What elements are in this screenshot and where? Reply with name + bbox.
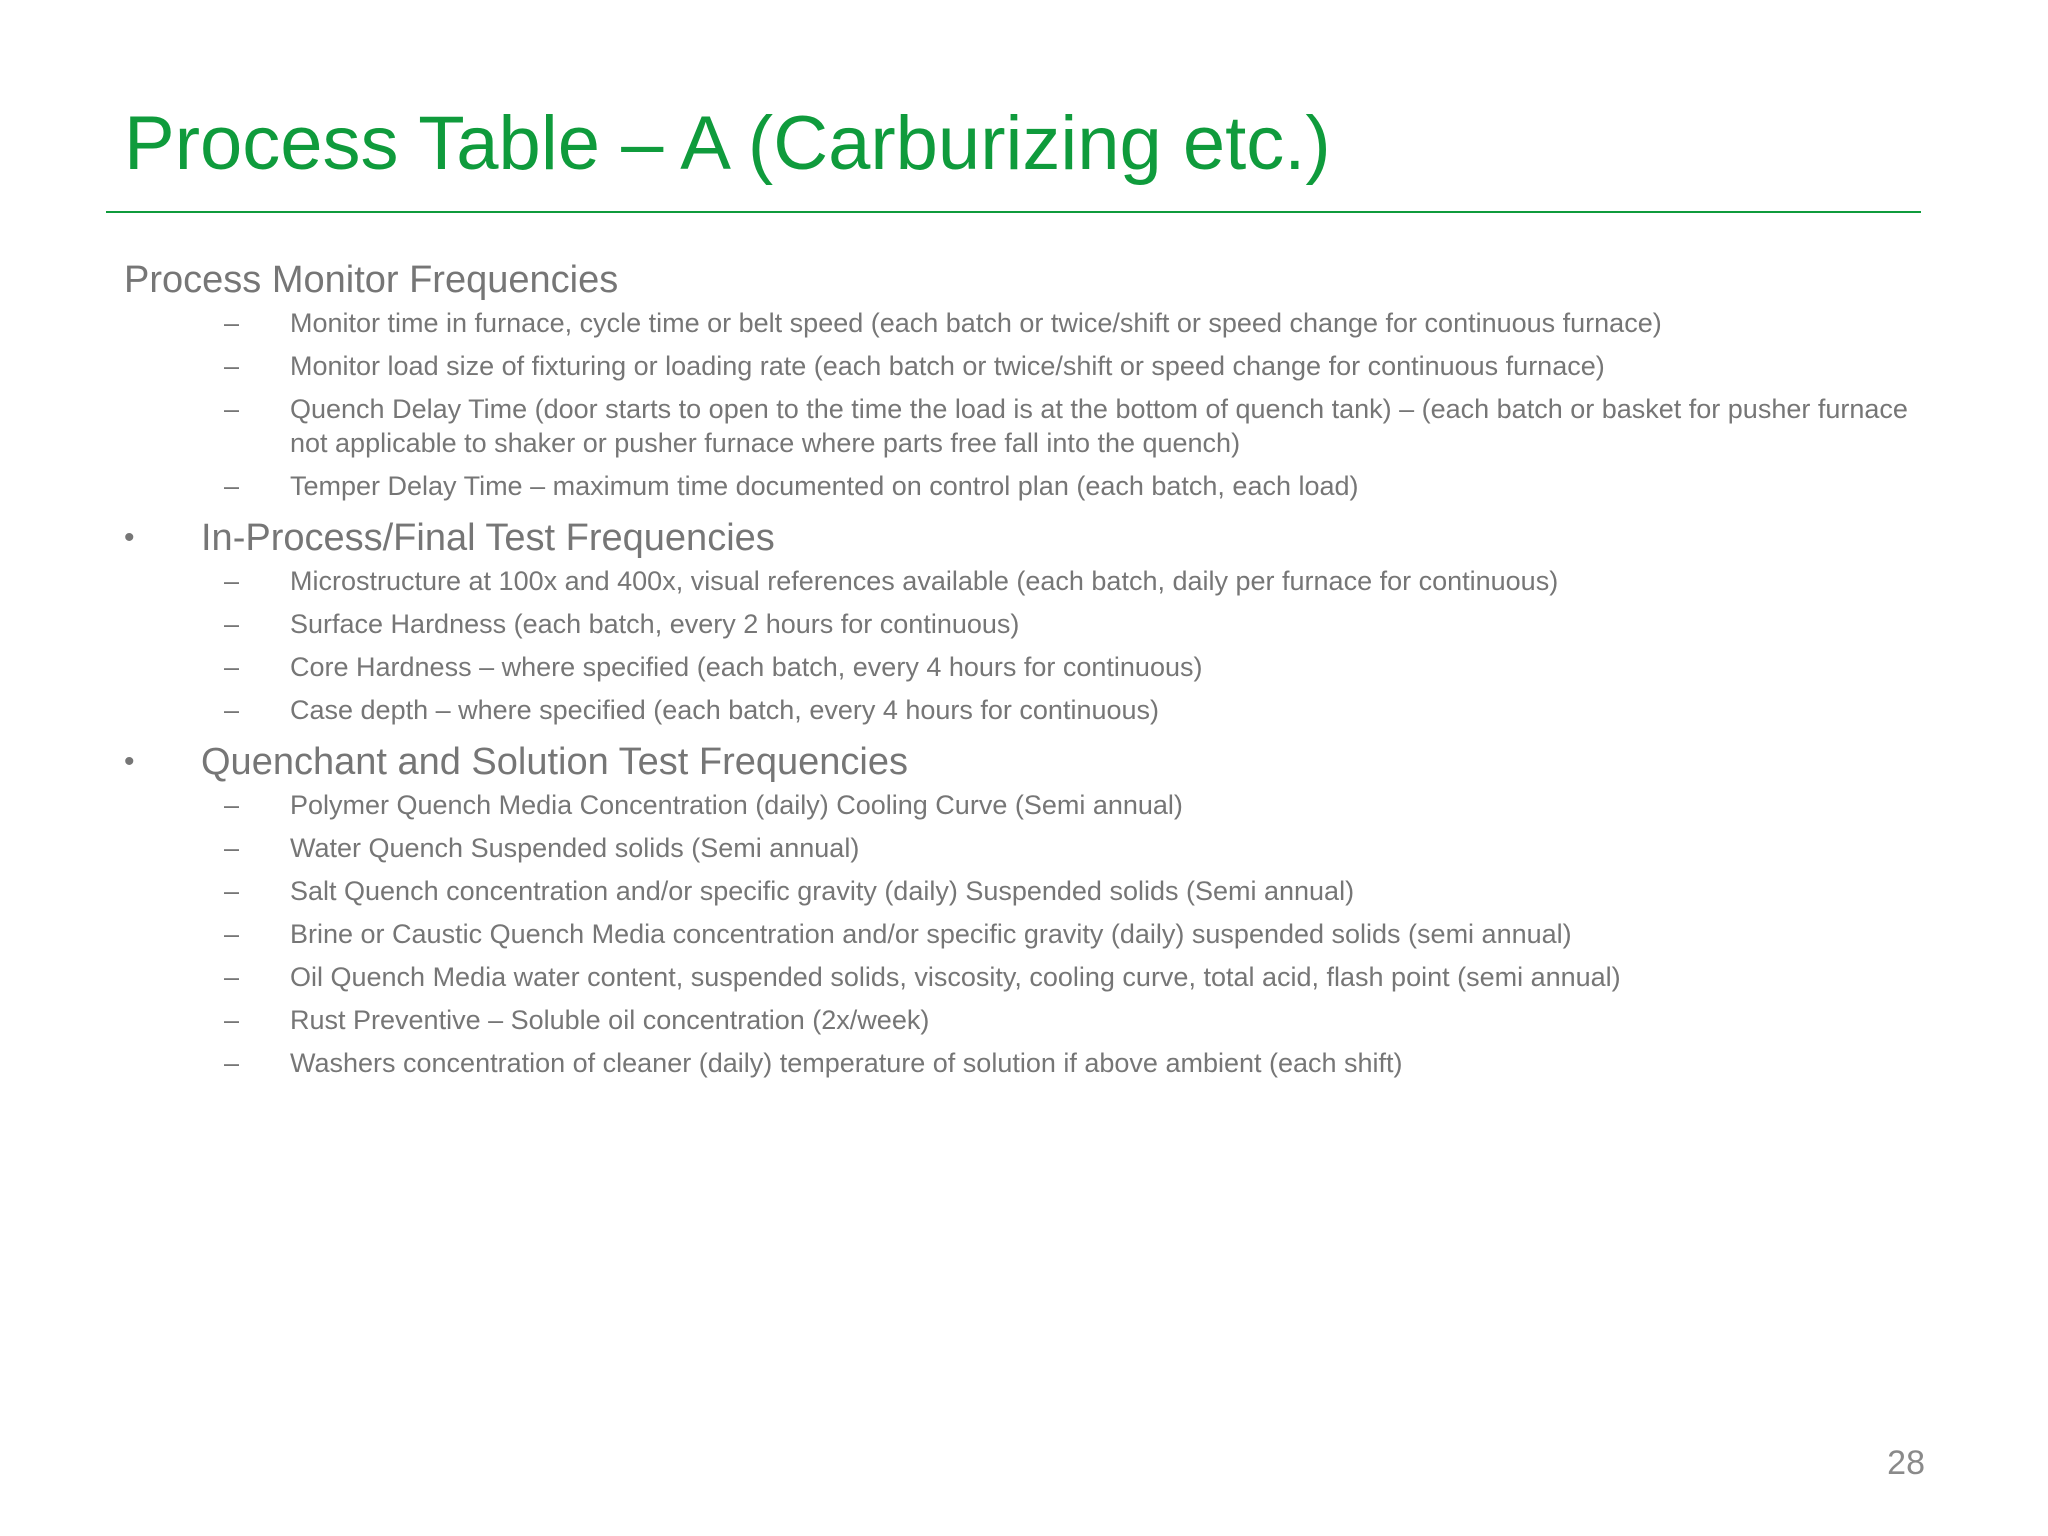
list-item-text: Brine or Caustic Quench Media concentration and/or specific gravity (daily) suspended solids (semi annual) xyxy=(290,919,1572,949)
sub-list xyxy=(124,306,1914,503)
list-item xyxy=(124,306,1914,340)
list-item xyxy=(124,564,1914,598)
bullet-marker: • xyxy=(124,521,135,554)
slide-content xyxy=(124,254,1914,1089)
list-item-text: Monitor load size of fixturing or loading rate (each batch or twice/shift or speed change for continuous furnace) xyxy=(290,351,1605,381)
dash-marker: – xyxy=(224,308,240,338)
dash-marker: – xyxy=(224,962,240,992)
list-item-text: Oil Quench Media water content, suspended solids, viscosity, cooling curve, total acid, flash point (semi annual) xyxy=(290,962,1621,992)
section-heading-text: In-Process/Final Test Frequencies xyxy=(201,517,775,559)
dash-marker: – xyxy=(224,394,240,424)
list-item-text: Case depth – where specified (each batch, every 4 hours for continuous) xyxy=(290,695,1159,725)
list-item xyxy=(124,1003,1914,1037)
list-item xyxy=(124,349,1914,383)
list-item xyxy=(124,650,1914,684)
dash-marker: – xyxy=(224,652,240,682)
list-item xyxy=(124,392,1914,460)
list-item xyxy=(124,917,1914,951)
list-item-text: Core Hardness – where specified (each batch, every 4 hours for continuous) xyxy=(290,652,1203,682)
slide-title: Process Table – A (Carburizing etc.) xyxy=(124,101,1331,186)
section-quenchant-solution-test xyxy=(124,736,1914,1080)
list-item-text: Polymer Quench Media Concentration (daily) Cooling Curve (Semi annual) xyxy=(290,790,1183,820)
page-number: 28 xyxy=(1887,1444,1925,1482)
list-item-text: Microstructure at 100x and 400x, visual references available (each batch, daily per furnace for continuous) xyxy=(290,566,1559,596)
list-item xyxy=(124,693,1914,727)
dash-marker: – xyxy=(224,609,240,639)
sub-list xyxy=(124,788,1914,1080)
dash-marker: – xyxy=(224,790,240,820)
dash-marker: – xyxy=(224,833,240,863)
dash-marker: – xyxy=(224,695,240,725)
dash-marker: – xyxy=(224,919,240,949)
list-item-text: Salt Quench concentration and/or specific gravity (daily) Suspended solids (Semi annual) xyxy=(290,876,1355,906)
list-item-text: Surface Hardness (each batch, every 2 hours for continuous) xyxy=(290,609,1020,639)
dash-marker: – xyxy=(224,351,240,381)
dash-marker: – xyxy=(224,1005,240,1035)
list-item-text: Temper Delay Time – maximum time documented on control plan (each batch, each load) xyxy=(290,471,1359,501)
list-item-text: Washers concentration of cleaner (daily) temperature of solution if above ambient (each shift) xyxy=(290,1048,1403,1078)
bullet-marker: • xyxy=(124,745,135,778)
section-process-monitor xyxy=(124,254,1914,503)
list-item xyxy=(124,831,1914,865)
list-item xyxy=(124,874,1914,908)
list-item xyxy=(124,469,1914,503)
section-heading xyxy=(124,736,1914,788)
section-heading: Process Monitor Frequencies xyxy=(124,259,619,301)
section-heading-text: Quenchant and Solution Test Frequencies xyxy=(201,741,908,783)
dash-marker: – xyxy=(224,566,240,596)
list-item xyxy=(124,1046,1914,1080)
list-item-text: Rust Preventive – Soluble oil concentration (2x/week) xyxy=(290,1005,930,1035)
list-item-text: Monitor time in furnace, cycle time or belt speed (each batch or twice/shift or speed change for continuous furnace) xyxy=(290,308,1662,338)
list-item xyxy=(124,960,1914,994)
title-divider xyxy=(106,211,1921,213)
sub-list xyxy=(124,564,1914,727)
section-in-process-final-test xyxy=(124,512,1914,727)
list-item-text: Water Quench Suspended solids (Semi annual) xyxy=(290,833,860,863)
list-item xyxy=(124,788,1914,822)
list-item xyxy=(124,607,1914,641)
dash-marker: – xyxy=(224,471,240,501)
dash-marker: – xyxy=(224,876,240,906)
dash-marker: – xyxy=(224,1048,240,1078)
list-item-text: Quench Delay Time (door starts to open to the time the load is at the bottom of quench tank) – (each batch or basket for pusher furnace not applicable to shaker or pusher furnace where parts free fall into the quench) xyxy=(290,394,1908,458)
section-heading xyxy=(124,512,1914,564)
